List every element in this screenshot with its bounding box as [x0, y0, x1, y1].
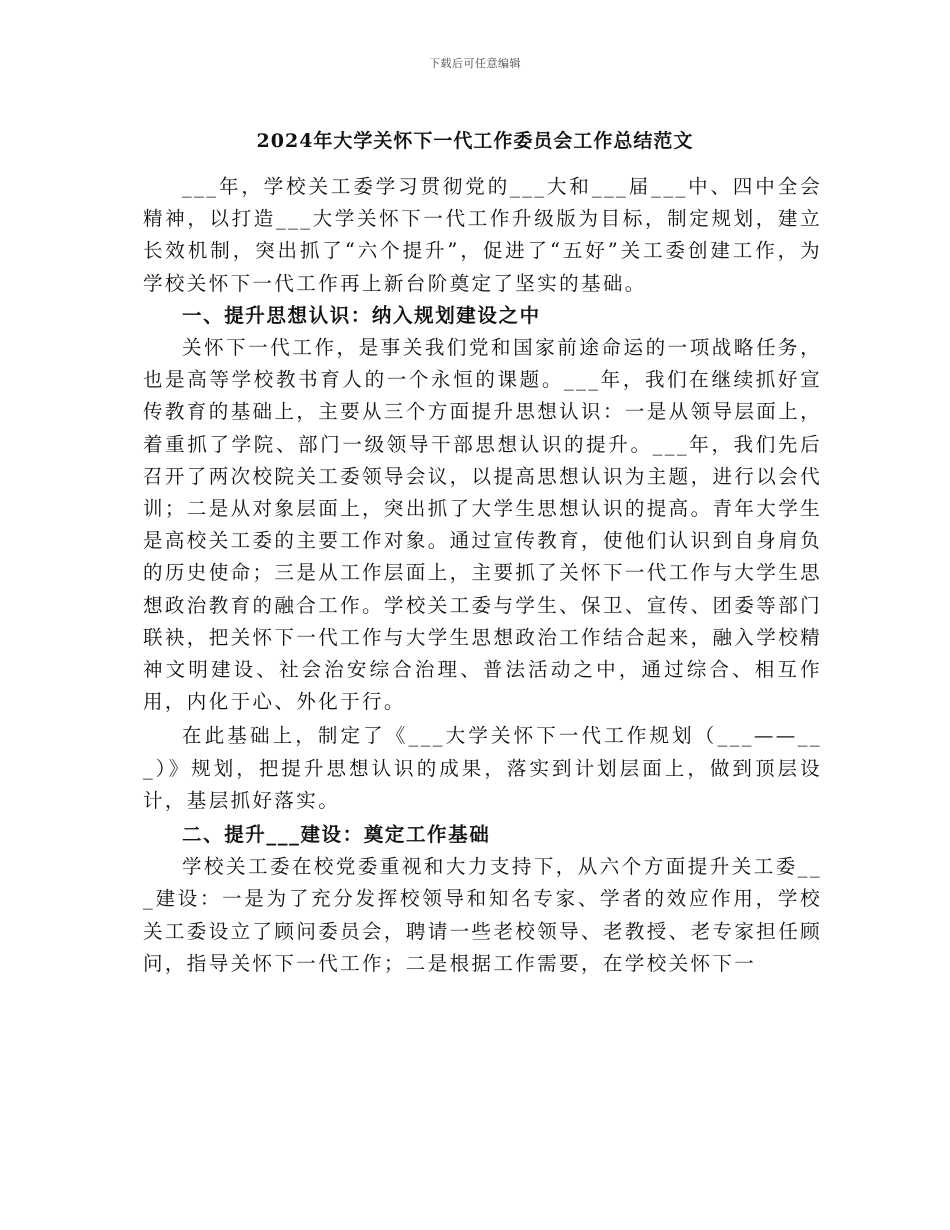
paragraph-section-2-main: 学校关工委在校党委重视和大力支持下，从六个方面提升关工委___建设：一是为了充分发挥校领导和知名专家、学者的效应作用，学校关工委设立了顾问委员会，聘请一些老校领导、老教授、老专家担任顾问，指导关怀下一代工作；二是根据工作需要，在学校关怀下一 — [143, 855, 822, 975]
section-heading-2: 二、提升___建设：奠定工作基础 — [182, 823, 491, 847]
page-header-note: 下载后可任意编辑 — [429, 57, 521, 70]
document-body — [143, 171, 822, 980]
document-title: 2024年大学关怀下一代工作委员会工作总结范文 — [256, 130, 694, 152]
paragraph-intro: ___年，学校关工委学习贯彻党的___大和___届___中、四中全会精神，以打造___大学关怀下一代工作升级版为目标，制定规划，建立长效机制，突出抓了“六个提升”，促进了“五好”关工委创建工作，为学校关怀下一代工作再上新台阶奠定了坚实的基础。 — [143, 175, 822, 295]
paragraph-section-1-plan: 在此基础上，制定了《___大学关怀下一代工作规划（___——___）》规划，把提升思想认识的成果，落实到计划层面上，做到顶层设计，基层抓好落实。 — [143, 724, 822, 812]
paragraph-section-1-main: 关怀下一代工作，是事关我们党和国家前途命运的一项战略任务，也是高等学校教书育人的一个永恒的课题。___年，我们在继续抓好宣传教育的基础上，主要从三个方面提升思想认识：一是从领导层面上，着重抓了学院、部门一级领导干部思想认识的提升。___年，我们先后召开了两次校院关工委领导会议，以提高思想认识为主题，进行以会代训；二是从对象层面上，突出抓了大学生思想认识的提高。青年大学生是高校关工委的主要工作对象。通过宣传教育，使他们认识到自身肩负的历史使命；三是从工作层面上，主要抓了关怀下一代工作与大学生思想政治教育的融合工作。学校关工委与学生、保卫、宣传、团委等部门联袂，把关怀下一代工作与大学生思想政治工作结合起来，融入学校精神文明建设、社会治安综合治理、普法活动之中，通过综合、相互作用，内化于心、外化于行。 — [143, 336, 822, 714]
section-heading-1: 一、提升思想认识：纳入规划建设之中 — [182, 303, 541, 327]
